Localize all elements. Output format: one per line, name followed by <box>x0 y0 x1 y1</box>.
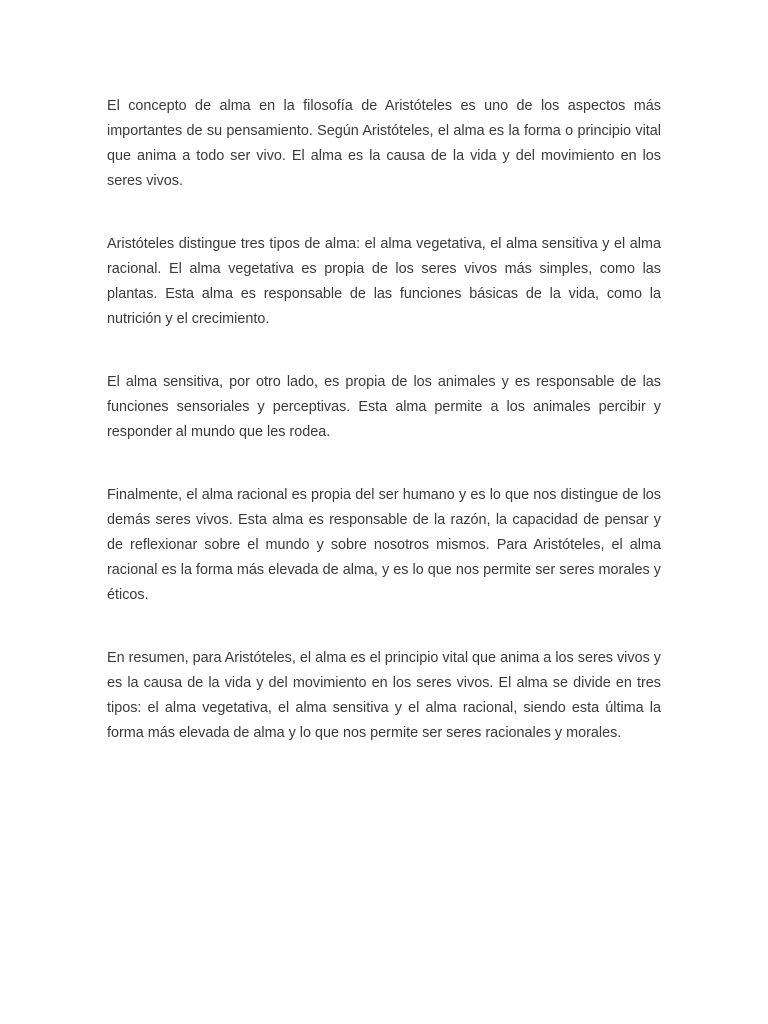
paragraph-tipos-de-alma: Aristóteles distingue tres tipos de alma: el alma vegetativa, el alma sensitiva y el alma racional. El alma vegetativa es propia de los seres vivos más simples, como las plantas. Esta alma es responsable de las funciones básicas de la vida, como la nutrición y el crecimiento. <box>107 236 661 327</box>
paragraph-alma-racional: Finalmente, el alma racional es propia del ser humano y es lo que nos distingue de los demás seres vivos. Esta alma es responsable de la razón, la capacidad de pensar y de reflexionar sobre el mundo y sobre nosotros mismos. Para Aristóteles, el alma racional es la forma más elevada de alma, y es lo que nos permite ser seres morales y éticos. <box>107 487 661 603</box>
paragraph-intro: El concepto de alma en la filosofía de Aristóteles es uno de los aspectos más importantes de su pensamiento. Según Aristóteles, el alma es la forma o principio vital que anima a todo ser vivo. El alma es la causa de la vida y del movimiento en los seres vivos. <box>107 98 661 189</box>
paragraph-resumen: En resumen, para Aristóteles, el alma es el principio vital que anima a los seres vivos y es la causa de la vida y del movimiento en los seres vivos. El alma se divide en tres tipos: el alma vegetativa, el alma sensitiva y el alma racional, siendo esta última la forma más elevada de alma y lo que nos permite ser seres racionales y morales. <box>107 650 661 741</box>
paragraph-alma-sensitiva: El alma sensitiva, por otro lado, es propia de los animales y es responsable de las funciones sensoriales y perceptivas. Esta alma permite a los animales percibir y responder al mundo que les rodea. <box>107 374 661 440</box>
